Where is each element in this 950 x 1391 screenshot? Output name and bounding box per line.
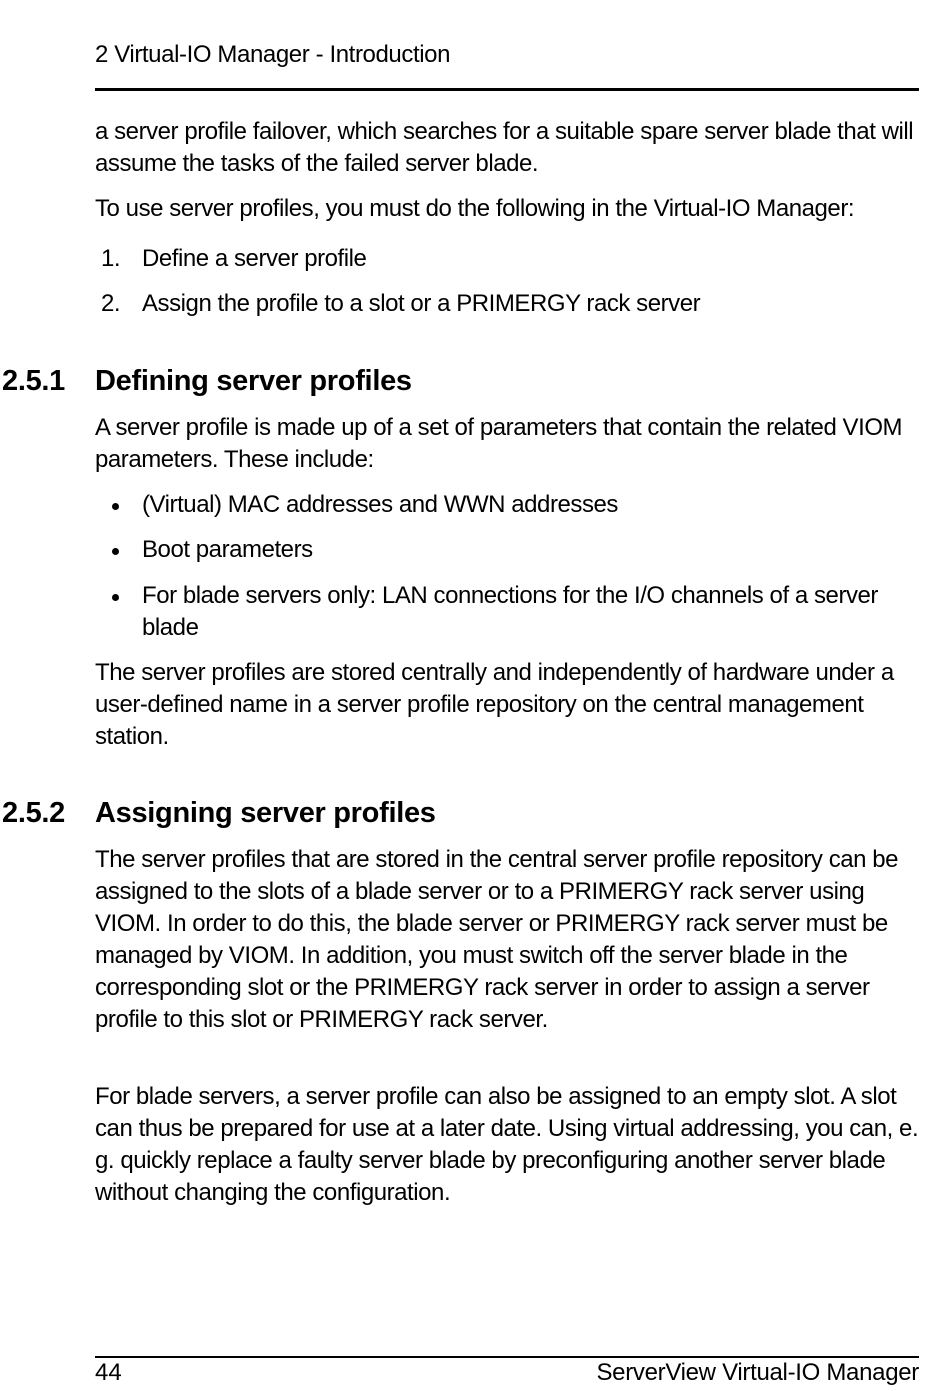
bullet-text: Boot parameters bbox=[142, 536, 313, 563]
section-252-paragraph-1: The server profiles that are stored in the central server profile repository can be assigned to the slots of a blade server or to a PRIMERGY rack server using VIOM. In order to do this, the blade server or PRIMERGY rack server must be managed by VIOM. In addition, you must switch off the server blade in the corresponding slot or the PRIMERGY rack server in order to assign a server profile to this slot or PRIMERGY rack server. bbox=[95, 846, 899, 1033]
section-number: 2.5.1 bbox=[2, 365, 65, 397]
step-number: 1. bbox=[101, 245, 121, 272]
section-number: 2.5.2 bbox=[2, 797, 65, 829]
step-text: Assign the profile to a slot or a PRIMERGY rack server bbox=[142, 290, 701, 317]
bullet-item-3 bbox=[95, 580, 925, 644]
intro-paragraph-1: a server profile failover, which searches for a suitable spare server blade that will assume the tasks of the failed server blade. bbox=[95, 118, 914, 177]
bullet-dot bbox=[112, 594, 119, 601]
bullet-dot bbox=[112, 503, 119, 510]
step-item-1 bbox=[95, 243, 925, 275]
section-title: Assigning server profiles bbox=[95, 797, 436, 829]
running-header: 2 Virtual-IO Manager - Introduction bbox=[95, 41, 451, 68]
section-heading-2-5-1 bbox=[2, 363, 412, 399]
bullet-text: For blade servers only: LAN connections for the I/O channels of a server blade bbox=[142, 582, 878, 641]
header-rule bbox=[95, 88, 919, 91]
section-heading-2-5-2 bbox=[2, 795, 436, 831]
section-252-paragraph-2: For blade servers, a server profile can also be assigned to an empty slot. A slot can thus be prepared for use at a later date. Using virtual addressing, you can, e. g. quickly replace a faulty server blade by preconfiguring another server blade without changing the configuration. bbox=[95, 1083, 919, 1206]
section-251-paragraph-2: The server profiles are stored centrally and independently of hardware under a user-defined name in a server profile repository on the central management station. bbox=[95, 659, 894, 750]
page-number: 44 bbox=[95, 1359, 122, 1386]
section-251-paragraph-1: A server profile is made up of a set of parameters that contain the related VIOM parameters. These include: bbox=[95, 414, 903, 473]
section-title: Defining server profiles bbox=[95, 365, 412, 397]
bullet-item-2 bbox=[95, 534, 925, 566]
step-text: Define a server profile bbox=[142, 245, 367, 272]
bullet-item-1 bbox=[95, 489, 925, 521]
step-item-2 bbox=[95, 288, 925, 320]
book-title: ServerView Virtual-IO Manager bbox=[596, 1359, 919, 1386]
step-number: 2. bbox=[101, 290, 121, 317]
bullet-dot bbox=[112, 548, 119, 555]
intro-paragraph-2: To use server profiles, you must do the following in the Virtual-IO Manager: bbox=[95, 195, 855, 222]
bullet-text: (Virtual) MAC addresses and WWN addresses bbox=[142, 491, 618, 518]
